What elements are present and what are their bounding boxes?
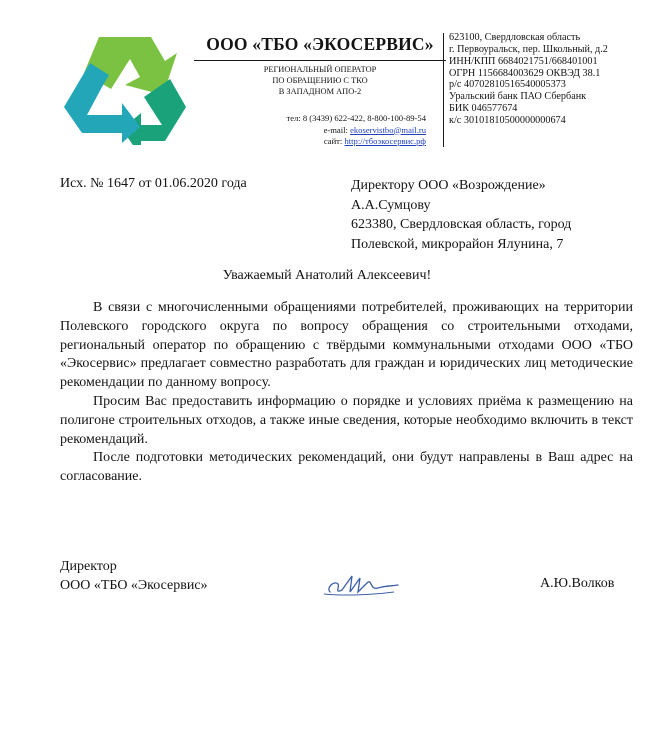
operator-line: В ЗАПАДНОМ АПО-2 bbox=[278, 86, 362, 96]
requisites-line: р/с 40702810516540005373 bbox=[449, 79, 566, 91]
title-underline bbox=[194, 60, 446, 61]
email-line bbox=[186, 125, 426, 137]
operator-block bbox=[210, 65, 430, 97]
recycling-logo-icon bbox=[62, 33, 188, 145]
recipient-line: А.А.Сумцову bbox=[351, 197, 431, 213]
body-paragraph: Просим Вас предоставить информацию о порядке и условиях приёма к размещению на полигоне строительных отходов, а также иные сведения, которые необходимо включить в текст рекомендаций. bbox=[60, 393, 633, 447]
phone-line: тел: 8 (3439) 622-422, 8-800-100-89-54 bbox=[286, 113, 426, 123]
body-paragraph: После подготовки методических рекомендаций, они будут направлены в Ваш адрес на согласование. bbox=[60, 450, 633, 485]
header-divider bbox=[443, 33, 444, 147]
signature-underline bbox=[324, 592, 394, 595]
site-line bbox=[186, 136, 426, 148]
recipient-block bbox=[351, 176, 641, 254]
greeting: Уважаемый Анатолий Алексеевич! bbox=[222, 268, 432, 283]
letter-body bbox=[60, 299, 633, 487]
outgoing-number: Исх. № 1647 от 01.06.2020 года bbox=[60, 176, 247, 191]
site-label: сайт: bbox=[323, 136, 343, 146]
email-label: e-mail: bbox=[323, 124, 348, 135]
signer-name: А.Ю.Волков bbox=[540, 576, 615, 591]
requisites-block bbox=[449, 32, 649, 127]
logo-arrow-left bbox=[64, 63, 140, 143]
signer-company: ООО «ТБО «Экосервис» bbox=[60, 578, 208, 593]
email-link[interactable]: ekoservistbo@mail.ru bbox=[350, 124, 426, 135]
signer-block bbox=[60, 557, 208, 595]
requisites-line: ОГРН 1156684003629 ОКВЭД 38.1 bbox=[449, 67, 601, 79]
operator-line: ПО ОБРАЩЕНИЮ С ТКО bbox=[272, 75, 368, 85]
requisites-line: ИНН/КПП 6684021751/668401001 bbox=[449, 55, 598, 67]
company-name: ООО «ТБО «ЭКОСЕРВИС» bbox=[206, 34, 434, 54]
requisites-line: г. Первоуральск, пер. Школьный, д.2 bbox=[449, 43, 608, 55]
signature-stroke bbox=[329, 576, 398, 592]
body-paragraph: В связи с многочисленными обращениями потребителей, проживающих на территории Полевского городского округа по вопросу обращения со строительными отходами, региональный оператор по обращению с твёрдыми коммунальными отходами ООО «ТБО «Экосервис» предлагает совместно разработать для граждан и юридических лиц методические рекомендации по данному вопросу. bbox=[60, 300, 633, 391]
recipient-line: 623380, Свердловская область, город bbox=[351, 217, 572, 232]
signer-title: Директор bbox=[60, 559, 117, 574]
requisites-line: к/с 30101810500000000674 bbox=[449, 114, 566, 126]
requisites-line: 623100, Свердловская область bbox=[449, 32, 581, 43]
requisites-line: Уральский банк ПАО Сбербанк bbox=[449, 91, 587, 103]
requisites-line: БИК 046577674 bbox=[449, 103, 518, 115]
recipient-line: Полевской, микрорайон Ялунина, 7 bbox=[351, 236, 564, 252]
recipient-line: Директору ООО «Возрождение» bbox=[351, 178, 546, 193]
site-link[interactable]: http://тбоэкосервис.рф bbox=[344, 136, 426, 146]
contacts-block bbox=[186, 113, 426, 148]
handwritten-signature bbox=[322, 570, 402, 600]
operator-line: РЕГИОНАЛЬНЫЙ ОПЕРАТОР bbox=[263, 65, 377, 74]
